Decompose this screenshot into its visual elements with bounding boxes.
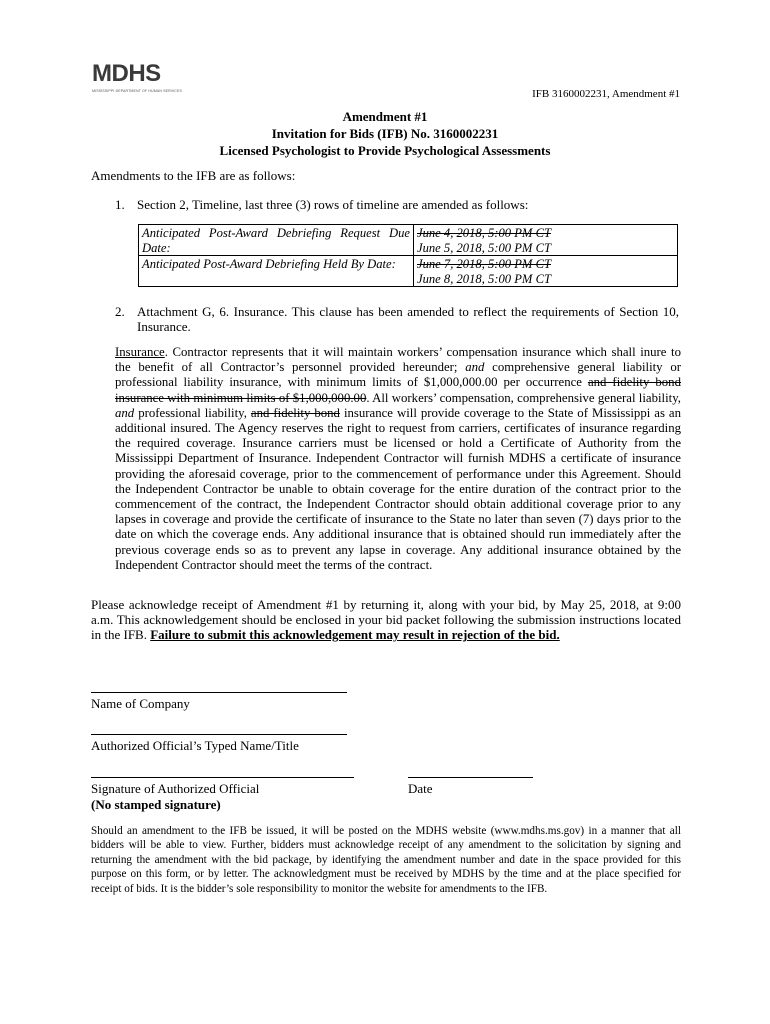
- timeline-label: Anticipated Post-Award Debriefing Held By Date:: [139, 256, 414, 287]
- signature-line[interactable]: [91, 777, 354, 778]
- date-label: Date: [408, 781, 433, 796]
- insurance-deleted-text: and fidelity bond insurance with minimum limits of $1,000,000.00: [115, 375, 681, 405]
- acknowledgement-paragraph: [91, 597, 681, 643]
- item-2: [115, 304, 681, 334]
- insurance-heading: Insurance: [115, 345, 165, 359]
- title-subject: Licensed Psychologist to Provide Psychological Assessments: [219, 143, 551, 158]
- item-2-number: 2.: [115, 304, 125, 319]
- document-reference: IFB 3160002231, Amendment #1: [532, 88, 680, 100]
- intro-text: Amendments to the IFB are as follows:: [91, 168, 296, 183]
- timeline-label: Anticipated Post-Award Debriefing Request Due Date:: [139, 225, 414, 256]
- insurance-text: . Contractor represents that it will maintain workers’ compensation insurance which shall inure to the benefit of all Contractor’s personnel provided hereunder;: [115, 345, 681, 375]
- item-1: [115, 197, 681, 212]
- insurance-text: professional liability,: [134, 405, 251, 420]
- insurance-emphasis: and: [115, 405, 135, 420]
- timeline-table: [138, 224, 678, 287]
- item-2-text: Attachment G, 6. Insurance. This clause has been amended to reflect the requirements of Section 10, Insurance.: [137, 304, 679, 335]
- insurance-text: . All workers’ compensation, comprehensive general liability,: [366, 390, 681, 405]
- company-name-line[interactable]: [91, 692, 347, 693]
- insurance-text: insurance will provide coverage to the State of Mississippi as an additional insured. The Agency reserves the right to request from carriers, certificates of insurance regarding the required coverage. Insurance carriers must be licensed or hold a Certificate of Authority from the Mississippi Department of Insurance. Independent Contractor will furnish MDHS a certificate of insurance providing the aforesaid coverage, prior to the commencement of performance under this Agreement. Should the Independent Contractor be unable to obtain coverage for the entire duration of the contract prior to the commencement of the contract, the Independent Contractor should obtain additional coverage prior to any lapses in coverage and provide the certificate of insurance to the State no later than seven (7) days prior to the date on which the coverage ends. Any additional insurance that is obtained should run immediately after the previous coverage ends so as to prevent any lapse in coverage. Any additional insurance obtained by the Independent Contractor should meet the terms of the contract.: [115, 405, 681, 572]
- logo-text: MDHS: [92, 60, 161, 87]
- acknowledgement-text: Please acknowledge receipt of Amendment #1 by returning it, along with your bid, by May 25, 2018, at 9:00 a.m. This acknowledgement should be enclosed in your bid packet following the submission instructions located in the IFB.: [91, 597, 681, 643]
- mdhs-logo: [92, 62, 212, 102]
- logo-subtitle: MISSISSIPPI DEPARTMENT OF HUMAN SERVICES: [92, 89, 182, 93]
- insurance-deleted-text: and fidelity bond: [250, 405, 340, 420]
- insurance-text: comprehensive general liability or professional liability insurance, with minimum limits of $1,000,000.00 per occurrence: [115, 360, 681, 390]
- timeline-date-cell: [414, 225, 678, 256]
- official-name-label: Authorized Official’s Typed Name/Title: [91, 738, 299, 753]
- insurance-emphasis: and: [465, 360, 485, 375]
- no-stamp-note: (No stamped signature): [91, 797, 221, 812]
- title-ifb: Invitation for Bids (IFB) No. 3160002231: [271, 126, 499, 141]
- official-name-line[interactable]: [91, 734, 347, 735]
- timeline-new-date: June 8, 2018, 5:00 PM CT: [417, 271, 551, 286]
- table-row: [139, 256, 678, 287]
- timeline-old-date: June 4, 2018, 5:00 PM CT: [417, 226, 551, 240]
- timeline-new-date: June 5, 2018, 5:00 PM CT: [417, 240, 551, 255]
- title-block: [0, 108, 770, 159]
- signature-label: Signature of Authorized Official: [91, 781, 260, 796]
- title-amendment: Amendment #1: [342, 109, 428, 124]
- insurance-clause: [115, 345, 681, 573]
- date-line[interactable]: [408, 777, 533, 778]
- footer-notice: Should an amendment to the IFB be issued, it will be posted on the MDHS website (www.mdhs.ms.gov) in a manner that all bidders will be able to view. Further, bidders must acknowledge receipt of any amendment to the solicitation by signing and returning the amendment with the bid package, by identifying the amendment number and date in the space provided for this purpose on this form, or by letter. The acknowledgment must be received by MDHS by the time and at the place specified for receipt of bids. It is the bidder’s sole responsibility to monitor the website for amendments to the IFB.: [91, 825, 681, 895]
- timeline-old-date: June 7, 2018, 5:00 PM CT: [417, 257, 551, 271]
- table-row: [139, 225, 678, 256]
- acknowledgement-warning: Failure to submit this acknowledgement may result in rejection of the bid.: [150, 627, 560, 643]
- company-name-label: Name of Company: [91, 696, 190, 711]
- item-1-number: 1.: [115, 197, 125, 212]
- item-1-text: Section 2, Timeline, last three (3) rows of timeline are amended as follows:: [137, 197, 529, 212]
- timeline-date-cell: [414, 256, 678, 287]
